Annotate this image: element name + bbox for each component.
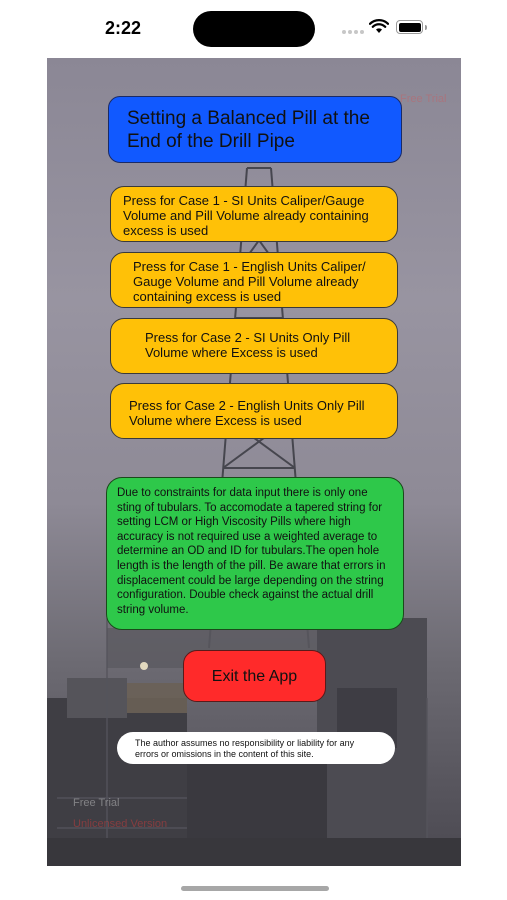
case1-si-label: Press for Case 1 - SI Units Caliper/Gauge Volume and Pill Volume already containing excess is used — [123, 193, 369, 238]
wifi-icon — [369, 19, 389, 34]
exit-app-button[interactable] — [183, 650, 326, 702]
title-banner: Setting a Balanced Pill at the End of the Drill Pipe — [108, 96, 402, 163]
battery-icon — [396, 20, 423, 34]
case2-english-button[interactable] — [110, 383, 398, 439]
case1-english-button[interactable] — [110, 252, 398, 308]
exit-app-label: Exit the App — [211, 668, 298, 685]
info-note: Due to constraints for data input there is only one sting of tubulars. To accomodate a tapered string for setting LCM or High Viscosity Pills where high accuracy is not required use a weighted average to determine an OD and ID for tubulars.The open hole length is the length of the pill. Be aware that errors in displacement could be large depending on the string configuration. Double check against the actual drill string volume. — [106, 477, 404, 630]
disclaimer-text: The author assumes no responsibility or liability for any errors or omissions in the content of this site. — [117, 732, 395, 764]
case2-english-label: Press for Case 2 - English Units Only Pill Volume where Excess is used — [129, 398, 365, 428]
case2-si-button[interactable] — [110, 318, 398, 374]
home-indicator[interactable] — [181, 886, 329, 891]
dynamic-island — [193, 11, 315, 47]
watermark-unlicensed: Unlicensed Version — [73, 818, 168, 830]
case2-si-label: Press for Case 2 - SI Units Only Pill Volume where Excess is used — [145, 330, 351, 360]
watermark-trial: Free Trial — [73, 797, 120, 809]
case1-english-label: Press for Case 1 - English Units Caliper/ Gauge Volume and Pill Volume already containing excess is used — [133, 259, 366, 304]
case1-si-button[interactable] — [110, 186, 398, 242]
cellular-signal-icon — [342, 24, 364, 34]
watermark-text: Free Trial — [400, 93, 447, 105]
status-time: 2:22 — [105, 18, 142, 38]
